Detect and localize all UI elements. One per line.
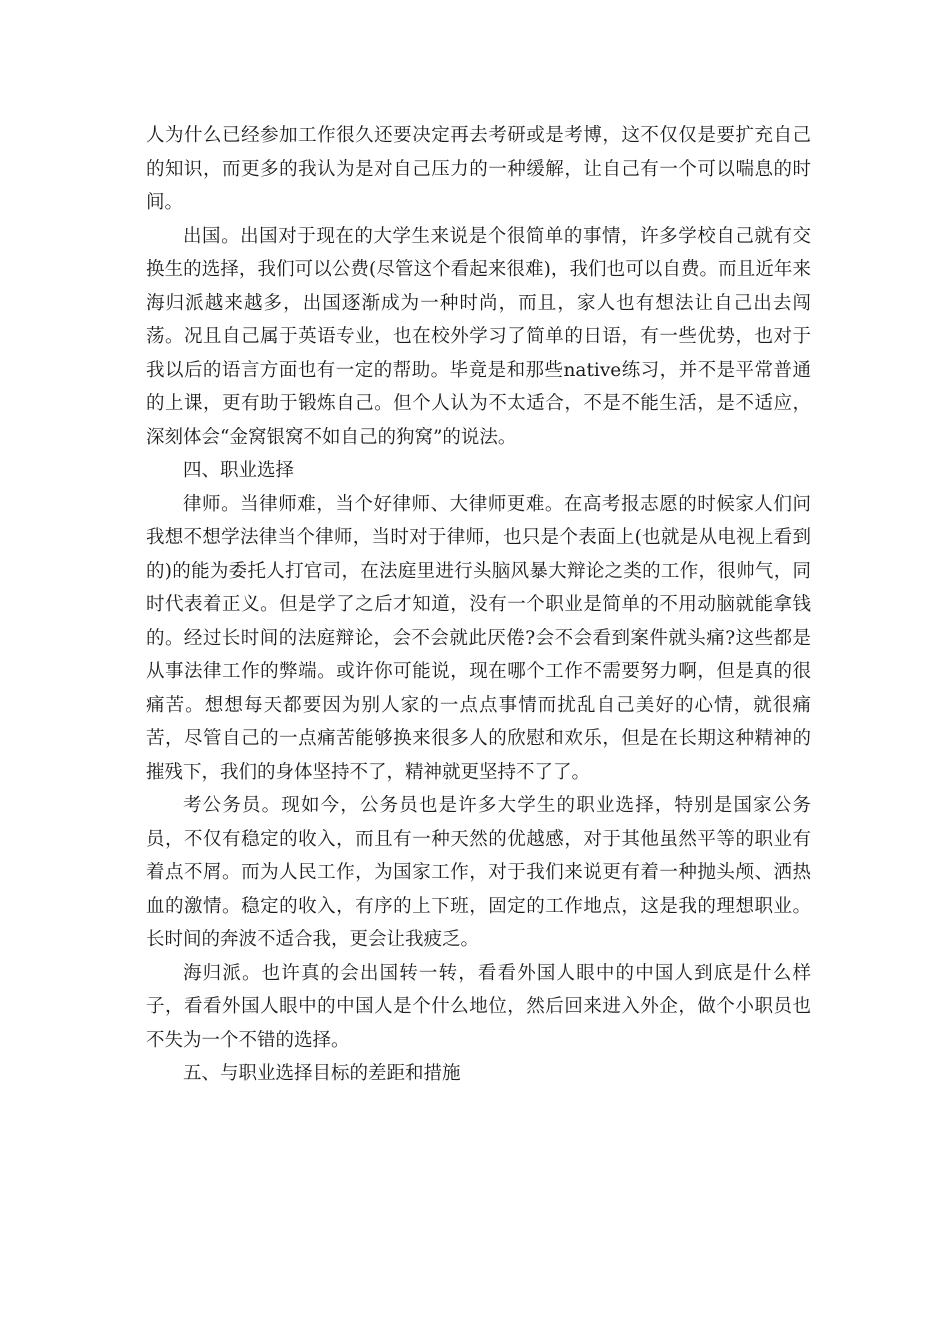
paragraph-lawyer: 律师。当律师难，当个好律师、大律师更难。在高考报志愿的时候家人们问我想不想学法律当个律师，当时对于律师，也只是个表面上(也就是从电视上看到的)的能为委托人打官司，在法庭里进行头脑风暴大辩论之类的工作，很帅气，同时代表着正义。但是学了之后才知道，没有一个职业是简单的不用动脑就能拿钱的。经过长时间的法庭辩论，会不会就此厌倦?会不会看到案件就头痛?这些都是从事法律工作的弊端。或许你可能说，现在哪个工作不需要努力啊，但是真的很痛苦。想想每天都要因为别人家的一点点事情而扰乱自己美好的心情，就很痛苦，尽管自己的一点痛苦能够换来很多人的欣慰和欢乐，但是在长期这种精神的摧残下，我们的身体坚持不了，精神就更坚持不了了。 <box>146 493 811 783</box>
paragraph-going-abroad: 出国。出国对于现在的大学生来说是个很简单的事情，许多学校自己就有交换生的选择，我们可以公费(尽管这个看起来很难)，我们也可以自费。而且近年来海归派越来越多，出国逐渐成为一种时尚，而且，家人也有想法让自己出去闯荡。况且自己属于英语专业，也在校外学习了简单的日语，有一些优势，也对于我以后的语言方面也有一定的帮助。毕竟是和那些native练习，并不是平常普通的上课，更有助于锻炼自己。但个人认为不太适合，不是不能生活，是不适应，深刻体会“金窝银窝不如自己的狗窝”的说法。 <box>146 225 811 448</box>
paragraph-civil-servant: 考公务员。现如今，公务员也是许多大学生的职业选择，特别是国家公务员，不仅有稳定的收入，而且有一种天然的优越感，对于其他虽然平等的职业有着点不屑。而为人民工作，为国家工作，对于我们来说更有着一种抛头颅、洒热血的激情。稳定的收入，有序的上下班，固定的工作地点，这是我的理想职业。长时间的奔波不适合我，更会让我疲乏。 <box>146 795 811 950</box>
document-body <box>146 119 811 1091</box>
paragraph-continuation: 人为什么已经参加工作很久还要决定再去考研或是考博，这不仅仅是要扩充自己的知识，而更多的我认为是对自己压力的一种缓解，让自己有一个可以喘息的时间。 <box>146 125 811 213</box>
section-heading-gap-and-measures: 五、与职业选择目标的差距和措施 <box>183 1063 461 1084</box>
paragraph-returnee: 海归派。也许真的会出国转一转，看看外国人眼中的中国人到底是什么样子，看看外国人眼中的中国人是个什么地位，然后回来进入外企，做个小职员也不失为一个不错的选择。 <box>146 962 811 1051</box>
section-heading-career-choice: 四、职业选择 <box>183 460 295 481</box>
